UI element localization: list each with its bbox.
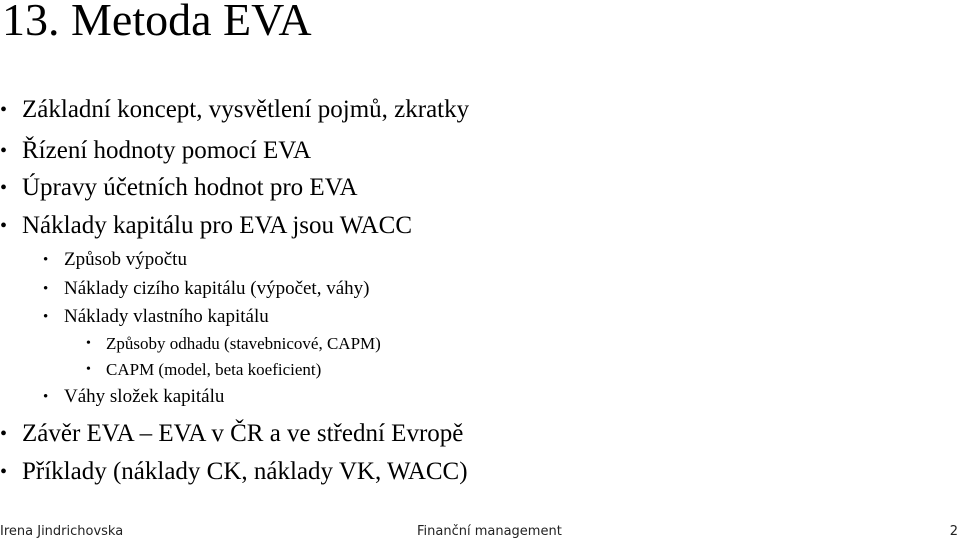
sub-bullet-item: [43, 248, 187, 272]
bullet-icon: •: [0, 215, 8, 237]
bullet-text: Náklady vlastního kapitálu: [64, 306, 269, 327]
bullet-text: Váhy složek kapitálu: [64, 386, 225, 407]
bullet-text: Závěr EVA – EVA v ČR a ve střední Evropě: [22, 420, 464, 447]
bullet-icon: •: [43, 281, 49, 297]
bullet-item: [0, 173, 358, 203]
bullet-text: Způsob výpočtu: [64, 249, 187, 270]
bullet-text: Náklady cizího kapitálu (výpočet, váhy): [64, 278, 370, 299]
footer-course: Finanční management: [417, 524, 562, 539]
bullet-icon: •: [0, 140, 8, 162]
bullet-item: [0, 211, 413, 241]
bullet-icon: •: [43, 252, 49, 268]
bullet-text: Způsoby odhadu (stavebnicové, CAPM): [106, 334, 381, 353]
bullet-item: [0, 457, 468, 487]
bullet-icon: •: [0, 99, 8, 121]
bullet-icon: •: [0, 177, 8, 199]
footer-author: Irena Jindrichovska: [0, 524, 124, 539]
bullet-icon: •: [86, 336, 91, 351]
bullet-text: Náklady kapitálu pro EVA jsou WACC: [22, 212, 413, 239]
page-number: 2: [949, 524, 958, 539]
bullet-icon: •: [86, 362, 91, 377]
bullet-item: [0, 95, 470, 125]
bullet-icon: •: [0, 461, 8, 483]
bullet-icon: •: [43, 309, 49, 325]
bullet-text: Základní koncept, vysvětlení pojmů, zkratky: [22, 96, 470, 123]
slide-title: 13. Metoda EVA: [2, 0, 312, 45]
bullet-icon: •: [43, 389, 49, 405]
bullet-item: [0, 136, 312, 166]
bullet-text: Řízení hodnoty pomocí EVA: [22, 137, 312, 164]
sub-sub-bullet-item: [86, 359, 322, 381]
bullet-text: Příklady (náklady CK, náklady VK, WACC): [22, 458, 468, 485]
sub-bullet-item: [43, 385, 225, 409]
sub-bullet-item: [43, 277, 370, 301]
sub-sub-bullet-item: [86, 333, 381, 355]
bullet-text: CAPM (model, beta koeficient): [106, 360, 322, 379]
bullet-icon: •: [0, 423, 8, 445]
bullet-item: [0, 419, 464, 449]
bullet-text: Úpravy účetních hodnot pro EVA: [22, 174, 358, 201]
sub-bullet-item: [43, 305, 269, 329]
